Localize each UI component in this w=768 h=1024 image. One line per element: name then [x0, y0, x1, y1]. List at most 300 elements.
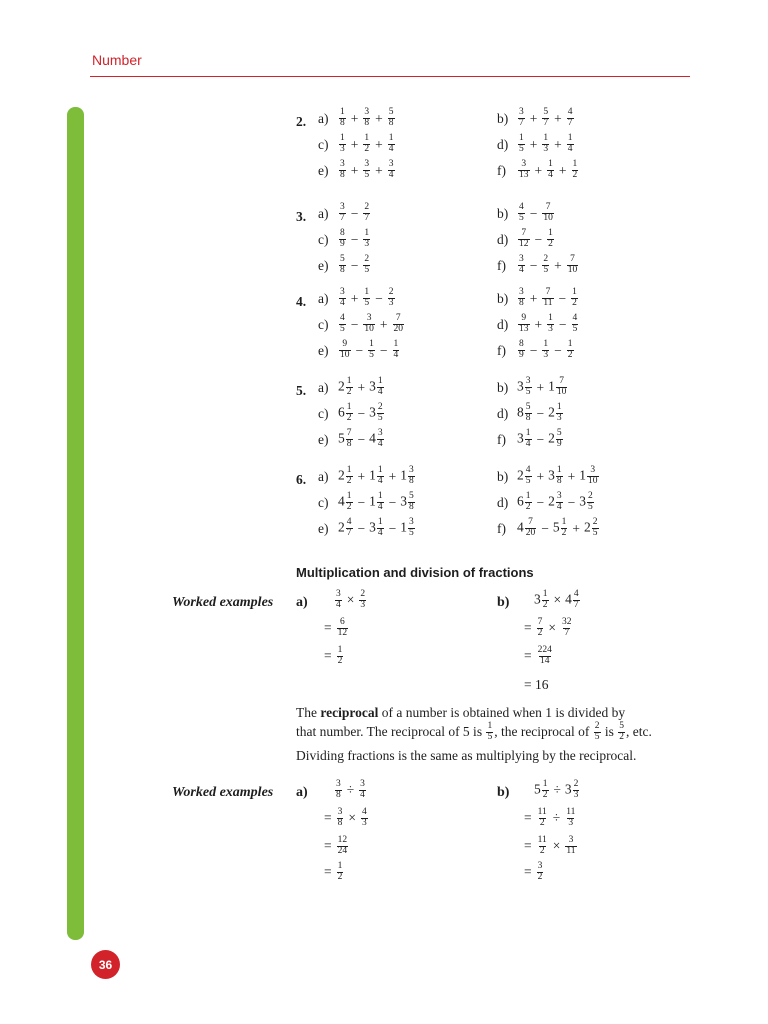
denominator: 2 — [537, 871, 543, 882]
reciprocal-paragraph — [296, 704, 696, 743]
numerator: 8 — [340, 228, 345, 238]
fraction — [546, 160, 555, 181]
numerator: 3 — [409, 465, 414, 475]
denominator: 5 — [592, 527, 598, 538]
mixed-number — [517, 466, 533, 487]
denominator: 3 — [388, 297, 394, 308]
numerator: 4 — [519, 202, 524, 212]
denominator: 5 — [525, 475, 531, 486]
fraction — [517, 108, 526, 129]
denominator: 5 — [572, 323, 578, 334]
whole-part: 3 — [369, 378, 376, 394]
denominator: 14 — [540, 655, 550, 666]
fraction — [387, 134, 396, 155]
denominator: 3 — [543, 349, 549, 360]
exercise-part — [497, 429, 564, 450]
numerator: 3 — [521, 159, 527, 169]
numerator: 1 — [346, 376, 352, 386]
exercise-part — [497, 203, 555, 224]
numerator: 4 — [567, 107, 573, 117]
fraction — [358, 780, 367, 801]
section-title: Multiplication and division of fractions — [296, 565, 534, 580]
numerator: 2 — [388, 287, 394, 297]
whole-part: 2 — [338, 519, 345, 535]
fraction — [360, 808, 369, 829]
numerator: 3 — [364, 107, 370, 117]
mixed-number — [369, 492, 385, 513]
fraction — [387, 108, 396, 129]
fraction — [362, 255, 371, 276]
operator: + — [529, 110, 538, 126]
denominator: 9 — [556, 438, 562, 449]
part-label: d) — [497, 494, 509, 510]
part-label: f) — [497, 342, 506, 358]
denominator: 5 — [369, 349, 374, 360]
fraction — [338, 340, 352, 361]
worked-step — [534, 780, 580, 801]
whole-part: 3 — [517, 430, 524, 446]
denominator: 5 — [525, 386, 531, 397]
fraction — [517, 229, 531, 250]
numerator: 1 — [377, 376, 383, 386]
denominator: 5 — [340, 323, 345, 334]
numerator: 3 — [519, 287, 524, 297]
whole-part: 3 — [548, 467, 555, 483]
operator: − — [357, 431, 366, 447]
operator: × — [553, 592, 562, 608]
reciprocal-term: reciprocal — [320, 705, 379, 720]
mixed-number — [338, 429, 354, 450]
exercise-part — [497, 229, 555, 250]
numerator: 1 — [572, 159, 578, 169]
denominator: 7 — [564, 627, 570, 638]
fraction — [541, 203, 555, 224]
fraction — [336, 618, 350, 639]
part-label: c) — [318, 405, 329, 421]
numerator: 1 — [346, 491, 352, 501]
mixed-number — [369, 466, 385, 487]
numerator: 5 — [619, 721, 625, 731]
worked-step — [520, 808, 577, 829]
denominator: 10 — [543, 212, 553, 223]
fraction — [358, 590, 367, 611]
denominator: 4 — [525, 438, 531, 449]
part-label: a) — [318, 379, 329, 395]
denominator: 8 — [519, 297, 524, 308]
mixed-number — [565, 590, 581, 611]
mixed-number — [338, 518, 354, 539]
part-label: c) — [318, 136, 329, 152]
denominator: 4 — [519, 264, 524, 275]
fraction — [334, 780, 343, 801]
fraction — [560, 618, 574, 639]
whole-part: 1 — [369, 467, 376, 483]
numerator: 1 — [543, 339, 549, 349]
page-number-badge: 36 — [91, 950, 120, 979]
mixed-number — [534, 590, 550, 611]
worked-step — [534, 590, 581, 611]
numerator: 7 — [528, 517, 533, 527]
denominator: 10 — [567, 264, 578, 275]
part-label: a) — [318, 290, 329, 306]
denominator: 8 — [346, 438, 352, 449]
fraction — [566, 134, 575, 155]
operator: − — [529, 342, 538, 358]
operator: = — [524, 648, 532, 664]
operator: + — [350, 136, 359, 152]
numerator: 7 — [570, 254, 575, 264]
denominator: 8 — [340, 169, 345, 180]
part-label: b) — [497, 290, 509, 306]
fraction — [362, 108, 371, 129]
numerator: 3 — [336, 589, 341, 599]
numerator: 1 — [340, 107, 345, 117]
operator: = — [324, 620, 332, 636]
part-label: a) — [318, 205, 329, 221]
numerator: 1 — [525, 491, 531, 501]
denominator: 5 — [519, 212, 524, 223]
whole-part: 1 — [548, 378, 555, 394]
numerator: 3 — [366, 313, 372, 323]
fraction — [541, 255, 550, 276]
numerator: 2 — [594, 721, 600, 731]
numerator: 5 — [556, 428, 562, 438]
denominator: 4 — [377, 501, 383, 512]
denominator: 7 — [364, 212, 370, 223]
whole-part: 2 — [548, 404, 555, 420]
numerator: 3 — [360, 779, 365, 789]
fraction — [338, 255, 347, 276]
worked-examples-label: Worked examples — [172, 595, 274, 610]
whole-part: 3 — [400, 493, 407, 509]
fraction — [536, 646, 554, 667]
denominator: 5 — [364, 264, 370, 275]
numerator: 3 — [388, 159, 394, 169]
fraction — [338, 288, 347, 309]
operator: + — [536, 379, 545, 395]
denominator: 2 — [567, 349, 573, 360]
operator: = — [324, 810, 332, 826]
denominator: 5 — [377, 412, 383, 423]
numerator: 3 — [525, 376, 531, 386]
part-label: f) — [497, 520, 506, 536]
denominator: 2 — [337, 655, 343, 666]
numerator: 3 — [519, 254, 524, 264]
numerator: 7 — [346, 428, 352, 438]
numerator: 4 — [340, 313, 345, 323]
mixed-number — [579, 466, 599, 487]
question-number: 6. — [296, 472, 307, 487]
fraction — [387, 160, 396, 181]
denominator: 4 — [567, 143, 573, 154]
numerator: 1 — [364, 287, 370, 297]
numerator: 3 — [377, 428, 383, 438]
denominator: 3 — [573, 789, 579, 800]
mixed-number — [517, 403, 533, 424]
denominator: 13 — [519, 169, 529, 180]
numerator: 3 — [364, 159, 370, 169]
operator: + — [375, 136, 383, 152]
numerator: 1 — [525, 428, 531, 438]
numerator: 1 — [340, 133, 345, 143]
fraction — [536, 808, 549, 829]
mixed-number — [517, 429, 533, 450]
operator: − — [536, 431, 545, 447]
numerator: 2 — [360, 589, 366, 599]
part-label: d) — [497, 231, 509, 247]
operator: + — [388, 468, 397, 484]
fraction — [362, 314, 376, 335]
question-number: 3. — [296, 209, 307, 224]
exercise-part — [497, 108, 575, 129]
denominator: 7 — [573, 599, 579, 610]
denominator: 8 — [364, 117, 370, 128]
denominator: 2 — [539, 845, 545, 856]
margin-accent-bar — [67, 107, 84, 940]
part-label: e) — [318, 257, 329, 273]
exercise-part — [318, 518, 416, 539]
operator: + — [572, 520, 580, 536]
exercise-part — [497, 255, 579, 276]
operator: + — [536, 468, 545, 484]
numerator: 1 — [388, 133, 394, 143]
numerator: 7 — [521, 228, 527, 238]
mixed-number — [517, 377, 533, 398]
operator: − — [357, 405, 366, 421]
denominator: 4 — [377, 475, 383, 486]
numerator: 1 — [364, 133, 370, 143]
reciprocal-line-2: that number. The reciprocal of 5 is $\frac{1}{5}$ , the reciprocal of $\frac{2}{5}$ is $\frac{5}{2}$ , etc. — [296, 721, 652, 742]
denominator: 3 — [364, 238, 370, 249]
fraction — [546, 314, 555, 335]
operator: + — [554, 110, 562, 126]
whole-part: 3 — [369, 519, 376, 535]
fraction — [593, 721, 602, 742]
whole-part: 3 — [517, 378, 524, 394]
exercise-part — [318, 429, 385, 450]
denominator: 4 — [548, 169, 553, 180]
denominator: 10 — [364, 323, 374, 334]
denominator: 8 — [336, 789, 341, 800]
denominator: 5 — [588, 501, 593, 512]
part-label: c) — [318, 316, 329, 332]
numerator: 8 — [519, 339, 524, 349]
operator: + — [529, 290, 538, 306]
part-label: f) — [497, 162, 506, 178]
operator: − — [529, 205, 538, 221]
numerator: 1 — [393, 339, 399, 349]
fraction — [392, 340, 401, 361]
numerator: 4 — [362, 807, 367, 817]
operator: × — [548, 620, 556, 636]
operator: + — [375, 162, 383, 178]
mixed-number — [400, 466, 416, 487]
numerator: 1 — [567, 339, 573, 349]
worked-step — [520, 646, 554, 667]
whole-part: 2 — [548, 493, 555, 509]
fraction — [536, 836, 549, 857]
operator: + — [558, 162, 567, 178]
numerator: 1 — [346, 465, 352, 475]
fraction — [336, 862, 345, 883]
denominator: 7 — [543, 117, 549, 128]
fraction — [387, 288, 396, 309]
numerator: 4 — [572, 313, 578, 323]
exercise-part — [318, 466, 416, 487]
fraction — [517, 255, 526, 276]
denominator: 20 — [393, 323, 403, 334]
numerator: 1 — [548, 228, 553, 238]
exercise-part — [497, 466, 600, 487]
mixed-number — [338, 466, 354, 487]
fraction — [541, 134, 550, 155]
whole-part: 4 — [369, 430, 376, 446]
operator: − — [357, 520, 366, 536]
whole-part: 3 — [579, 493, 586, 509]
denominator: 20 — [525, 527, 536, 538]
worked-step — [520, 677, 553, 693]
question-number: 5. — [296, 383, 307, 398]
numerator: 32 — [562, 617, 572, 627]
mixed-number — [338, 377, 354, 398]
reciprocal-line-1: The reciprocal of a number is obtained when 1 is divided by — [296, 705, 626, 720]
denominator: 3 — [568, 817, 574, 828]
denominator: 2 — [572, 169, 578, 180]
fraction — [517, 160, 531, 181]
denominator: 2 — [346, 412, 352, 423]
operator: − — [350, 231, 359, 247]
denominator: 2 — [346, 386, 352, 397]
operator: − — [558, 316, 567, 332]
operator: − — [529, 257, 538, 273]
worked-step — [320, 862, 344, 883]
operator: ÷ — [552, 810, 561, 826]
dividing-paragraph: Dividing fractions is the same as multiplying by the reciprocal. — [296, 748, 637, 763]
numerator: 3 — [337, 807, 343, 817]
denominator: 2 — [346, 501, 352, 512]
mixed-number — [369, 518, 385, 539]
numerator: 1 — [567, 133, 573, 143]
fraction — [392, 314, 406, 335]
worked-step — [520, 836, 578, 857]
denominator: 24 — [337, 845, 348, 856]
operator: + — [529, 136, 538, 152]
operator: + — [350, 162, 359, 178]
exercise-part — [318, 160, 396, 181]
denominator: 4 — [388, 169, 394, 180]
denominator: 3 — [362, 817, 367, 828]
numerator: 7 — [545, 202, 551, 212]
numerator: 1 — [572, 287, 577, 297]
fraction — [541, 340, 550, 361]
denominator: 2 — [337, 871, 343, 882]
denominator: 2 — [542, 599, 548, 610]
denominator: 10 — [588, 475, 598, 486]
denominator: 2 — [619, 731, 625, 742]
numerator: 5 — [543, 107, 549, 117]
fraction — [338, 229, 347, 250]
whole-part: 1 — [369, 493, 376, 509]
numerator: 11 — [566, 807, 576, 817]
operator: − — [357, 494, 366, 510]
mixed-number — [548, 466, 564, 487]
denominator: 5 — [519, 143, 524, 154]
numerator: 1 — [542, 589, 548, 599]
operator: − — [355, 342, 364, 358]
denominator: 3 — [543, 143, 549, 154]
operator: − — [534, 231, 543, 247]
exercise-part — [497, 492, 595, 513]
worked-examples-label: Worked examples — [172, 785, 274, 800]
denominator: 8 — [409, 475, 414, 486]
numerator: 3 — [537, 861, 543, 871]
mixed-number — [369, 429, 385, 450]
exercise-part — [318, 203, 371, 224]
operator: × — [348, 810, 356, 826]
fraction — [336, 808, 345, 829]
fraction — [334, 590, 343, 611]
fraction — [362, 288, 371, 309]
fraction — [367, 340, 376, 361]
example-letter-a: a) — [296, 785, 308, 800]
numerator: 1 — [377, 517, 383, 527]
mixed-number — [579, 492, 595, 513]
fraction — [564, 836, 577, 857]
denominator: 4 — [336, 599, 341, 610]
part-label: b) — [497, 205, 509, 221]
whole-part: 2 — [338, 467, 345, 483]
denominator: 5 — [364, 169, 370, 180]
numerator: 1 — [377, 465, 383, 475]
mixed-number — [338, 403, 354, 424]
fraction — [485, 721, 494, 742]
denominator: 2 — [525, 501, 531, 512]
example-letter-a: a) — [296, 595, 308, 610]
exercise-part — [318, 403, 385, 424]
operator: = — [324, 838, 332, 854]
numerator: 1 — [337, 645, 343, 655]
denominator: 10 — [340, 349, 350, 360]
fraction — [566, 255, 580, 276]
fraction — [564, 808, 577, 829]
fraction — [336, 646, 345, 667]
denominator: 3 — [340, 143, 345, 154]
denominator: 8 — [340, 117, 345, 128]
part-label: f) — [497, 257, 506, 273]
denominator: 2 — [561, 527, 567, 538]
mixed-number — [565, 780, 581, 801]
exercise-part — [318, 255, 371, 276]
denominator: 5 — [543, 264, 549, 275]
numerator: 224 — [537, 645, 552, 655]
fraction — [617, 721, 626, 742]
numerator: 1 — [364, 228, 370, 238]
numerator: 1 — [556, 402, 562, 412]
whole-part: 1 — [400, 519, 407, 535]
operator: − — [350, 257, 359, 273]
exercise-part — [497, 377, 568, 398]
exercise-part — [497, 340, 575, 361]
denominator: 2 — [539, 817, 545, 828]
denominator: 8 — [409, 501, 414, 512]
operator: − — [375, 290, 383, 306]
fraction — [517, 203, 526, 224]
exercise-part — [497, 288, 579, 309]
worked-step — [334, 590, 367, 611]
operator: ÷ — [346, 782, 355, 798]
operator: − — [388, 494, 397, 510]
denominator: 9 — [519, 349, 524, 360]
